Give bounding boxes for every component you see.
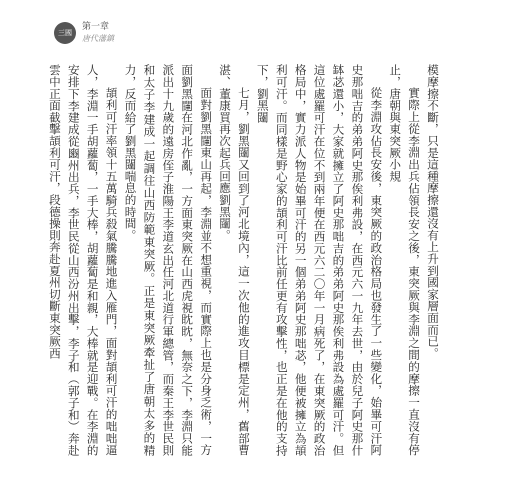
running-head-text xyxy=(82,22,114,44)
paragraph-2: 實際上從李淵出兵佔領長安之後，東突厥與李淵之間的摩擦一直沒有停止，唐朝與東突厥小規 xyxy=(388,64,422,456)
chapter-badge: 三國 xyxy=(54,22,76,44)
paragraph-1: 模摩擦不斷，只是這種摩擦還沒有上升到國家層面而已。 xyxy=(426,64,440,359)
book-title: 唐代藩鎮 xyxy=(82,34,114,43)
paragraph-5: 面對劉黑闥東山再起，李淵並不想重視，而實際上也是分身乏術，一方面劉黑闥在河北作亂，一方面東突厥在山西虎視眈眈，無奈之下，李淵只能派出十九歲的遠房侄子淮陽王李道玄出任河北道行軍總管，而秦王李世民則和太子李建成一起調往山西防範東突厥。正是東突厥牽扯了唐朝太多的精力，反而給了劉黑闥喘息的時間。 xyxy=(123,64,214,456)
chapter-title: 第一章 xyxy=(82,22,110,32)
running-head xyxy=(54,22,114,44)
paragraph-6: 頡利可汗率領十五萬騎兵殺氣騰騰地進入雁門，面對頡利可汗的咄咄逼人，李淵一手胡蘿蔔，一手大棒，胡蘿蔔是和親，大棒就是迎戰。在李淵的安排下李建成從豳州出兵，李世民從山西汾州出擊，李子和（郭子和）奔赴雲中正面截擊頡利可汗，段德操則奔赴夏州切斷東突厥西 xyxy=(47,64,119,456)
paragraph-3: 從李淵攻佔長安後，東突厥的政治格局也發生了一些變化，始畢可汗阿史那咄吉的弟弟阿史那俟利弗設，在西元六一九年去世，由於兒子阿史那什缽苾還小，大家就擁立了阿史那咄吉的弟弟阿史那俟利弗設為處羅可汗。但這位處羅可汗在位不到兩年便在西元六二〇年一月病死了，在東突厥的政治格局中，實力派人物是始畢可汗的另一個弟弟阿史那咄苾，他便被擁立為頡利可汗。而同樣是野心家的頡利可汗比前任更有攻擊性，也正是在他的支持下，劉黑闥 xyxy=(255,64,384,456)
paragraph-4: 七月，劉黑闥又回到了河北境內，這一次他的進攻目標是定州，舊部曹湛、董康買再次起兵回應劉黑闥。 xyxy=(218,64,251,456)
vertical-body-text xyxy=(47,64,442,456)
